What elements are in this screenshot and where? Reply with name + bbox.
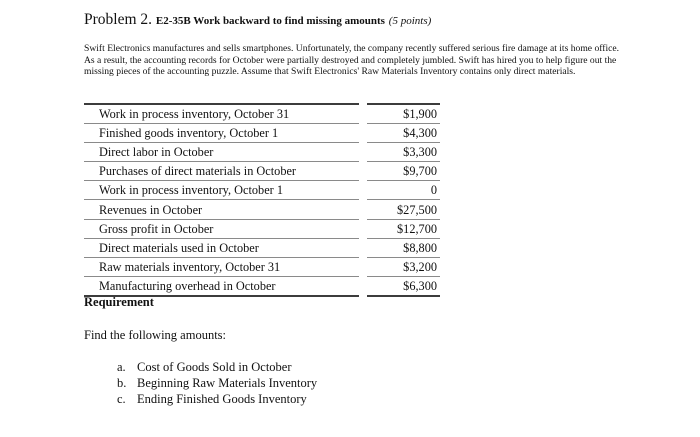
requirement-heading: Requirement xyxy=(84,295,154,309)
list-item xyxy=(117,359,317,375)
row-label: Purchases of direct materials in October xyxy=(84,162,359,181)
table-row xyxy=(84,181,440,200)
table-row xyxy=(84,124,440,143)
row-label: Direct labor in October xyxy=(84,143,359,162)
row-amount: $4,300 xyxy=(367,124,440,143)
item-letter: c. xyxy=(117,392,126,406)
exercise-code: E2-35B Work backward to find missing amounts xyxy=(155,15,385,27)
points-label: (5 points) xyxy=(388,15,432,27)
table-row xyxy=(84,143,440,162)
accounting-data-table xyxy=(84,103,440,297)
item-text: Cost of Goods Sold in October xyxy=(137,360,292,374)
item-text: Ending Finished Goods Inventory xyxy=(137,392,307,406)
table-row xyxy=(84,104,440,124)
item-letter: b. xyxy=(117,376,127,390)
table-row xyxy=(84,238,440,257)
row-label: Manufacturing overhead in October xyxy=(84,276,359,296)
list-item xyxy=(117,375,317,391)
problem-number: Problem 2. xyxy=(84,11,153,28)
row-amount: $3,200 xyxy=(367,257,440,276)
row-amount: $8,800 xyxy=(367,238,440,257)
row-amount: $6,300 xyxy=(367,276,440,296)
requirement-list xyxy=(117,359,317,407)
row-label: Work in process inventory, October 1 xyxy=(84,181,359,200)
table-row xyxy=(84,219,440,238)
row-amount: $9,700 xyxy=(367,162,440,181)
row-label: Revenues in October xyxy=(84,200,359,219)
row-amount: $1,900 xyxy=(367,104,440,124)
intro-paragraph: Swift Electronics manufactures and sells smartphones. Unfortunately, the company recently suffered serious fire damage at its home office. As a result, the accounting records for October were partially destroyed and completely jumbled. Swift has hired you to help figure out the missing pieces of the accounting puzzle. Assume that Swift Electronics' Raw Materials Inventory contains only direct materials. xyxy=(84,43,620,78)
requirement-prompt: Find the following amounts: xyxy=(84,328,227,342)
row-label: Raw materials inventory, October 31 xyxy=(84,257,359,276)
item-letter: a. xyxy=(117,360,126,374)
row-amount: $12,700 xyxy=(367,219,440,238)
table-row xyxy=(84,162,440,181)
problem-title xyxy=(84,11,431,29)
table-row xyxy=(84,276,440,296)
row-amount: $27,500 xyxy=(367,200,440,219)
table-row xyxy=(84,257,440,276)
row-label: Finished goods inventory, October 1 xyxy=(84,124,359,143)
item-text: Beginning Raw Materials Inventory xyxy=(137,376,318,390)
row-label: Direct materials used in October xyxy=(84,238,359,257)
row-label: Work in process inventory, October 31 xyxy=(84,104,359,124)
list-item xyxy=(117,391,317,407)
table-row xyxy=(84,200,440,219)
row-amount: $3,300 xyxy=(367,143,440,162)
row-amount: 0 xyxy=(367,181,440,200)
row-label: Gross profit in October xyxy=(84,219,359,238)
